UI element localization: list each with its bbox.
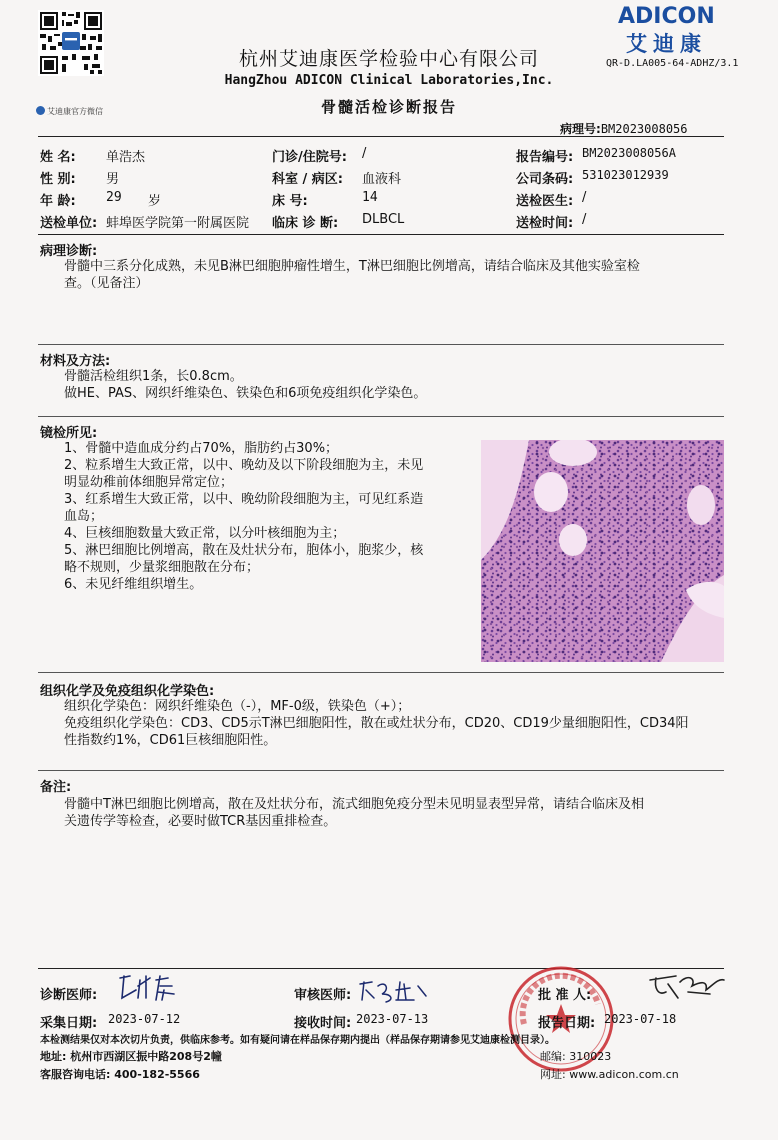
clinic-label: 门诊/住院号:	[272, 150, 347, 165]
receive-date-label: 接收时间:	[294, 1016, 352, 1031]
form-code: QR-D.LA005-64-ADHZ/3.1	[606, 58, 739, 69]
ihc-title: 组织化学及免疫组织化学染色:	[40, 684, 215, 699]
clinic-no: /	[362, 146, 367, 161]
patient-sex: 男	[106, 172, 120, 187]
company-code: 531023012939	[582, 168, 669, 182]
material-title: 材料及方法:	[40, 354, 111, 369]
divider	[38, 234, 724, 235]
bed-label: 床 号:	[272, 194, 308, 209]
clinical-diagnosis: DLBCL	[362, 212, 405, 227]
collect-date: 2023-07-12	[108, 1012, 181, 1026]
report-title: 骨髓活检诊断报告	[320, 98, 457, 116]
divider	[38, 770, 724, 771]
org-name-cn: 杭州艾迪康医学检验中心有限公司	[238, 48, 539, 70]
microscopy-title: 镜检所见:	[40, 426, 98, 441]
remark-title: 备注:	[40, 780, 72, 795]
collect-date-label: 采集日期:	[40, 1016, 98, 1031]
remark-text: 骨髓中T淋巴细胞比例增高，散在及灶状分布，流式细胞免疫分型未见明显表型异常，请结合临床及相 关遗传学等检查，必要时做TCR基因重排检查。	[64, 797, 644, 829]
pathology-text: 骨髓中三系分化成熟，未见B淋巴细胞肿瘤性增生，T淋巴细胞比例增高，请结合临床及其他实验室检 查。（见备注）	[64, 259, 640, 291]
logo-cn: 艾迪康	[626, 32, 707, 56]
diag-doctor-signature	[116, 972, 186, 1002]
material-text: 骨髓活检组织1条，长0.8cm。 做HE、PAS、网织纤维染色、铁染色和6项免疫组织化学染色。	[64, 369, 427, 401]
department: 血液科	[362, 172, 402, 187]
bed-no: 14	[362, 190, 378, 205]
age-label: 年 龄:	[40, 194, 76, 209]
logo-en: ADICON	[618, 4, 715, 29]
diag-doctor-label: 诊断医师:	[40, 988, 98, 1003]
hospital: 蚌埠医学院第一附属医院	[106, 216, 250, 231]
divider	[38, 672, 724, 673]
disclaimer: 本检测结果仅对本次切片负责，供临床参考。如有疑问请在样品保存期内提出（样品保存期请参见艾迪康检测目录）。	[40, 1035, 555, 1046]
approver-label: 批 准 人:	[538, 988, 592, 1003]
submit-time-label: 送检时间:	[516, 216, 574, 231]
ihc-text: 组织化学染色：网织纤维染色（-），MF-0级，铁染色（+）； 免疫组织化学染色：CD3、CD5示T淋巴细胞阳性，散在或灶状分布，CD20、CD19少量细胞阳性，CD34阳 性指数约1%，CD61巨核细胞阳性。	[64, 699, 689, 748]
divider	[38, 416, 724, 417]
doctor-label: 送检医生:	[516, 194, 574, 209]
age-unit: 岁	[148, 194, 162, 209]
divider	[38, 968, 724, 969]
clinical-diag-label: 临床 诊 断:	[272, 216, 339, 231]
qr-caption: 艾迪康官方微信	[36, 106, 103, 117]
pathology-number: 病理号:BM2023008056	[560, 122, 688, 136]
report-date-label: 报告日期:	[538, 1016, 596, 1031]
divider	[38, 344, 724, 345]
review-doctor-signature	[356, 976, 436, 1006]
approver-signature	[648, 968, 728, 1002]
website: 网址: www.adicon.com.cn	[540, 1068, 679, 1081]
report-no: BM2023008056A	[582, 146, 676, 160]
postcode: 邮编: 310023	[540, 1050, 612, 1063]
submitting-doctor: /	[582, 190, 587, 205]
receive-date: 2023-07-13	[356, 1012, 429, 1026]
org-name-en: HangZhou ADICON Clinical Laboratories,Inc.	[224, 73, 554, 88]
histology-image	[481, 440, 724, 662]
microscopy-text: 1、骨髓中造血成分约占70%，脂肪约占30%； 2、粒系增生大致正常，以中、晚幼及以下阶段细胞为主，未见 明显幼稚前体细胞异常定位； 3、红系增生大致正常，以中、晚幼阶段细胞为主，可见红系造 血岛； 4、巨核细胞数量大致正常，以分叶核细胞为主； 5、淋巴细胞比例增高，散在及灶状分布，胞体小，胞浆少，核 略不规则，少量浆细胞散在分布； 6、未见纤维组织增生。	[64, 441, 424, 592]
report-date: 2023-07-18	[604, 1012, 677, 1026]
hotline: 客服咨询电话: 400-182-5566	[40, 1068, 200, 1081]
review-doctor-label: 审核医师:	[294, 988, 352, 1003]
divider	[38, 136, 724, 137]
dept-label: 科室 / 病区:	[272, 172, 343, 187]
submit-time: /	[582, 212, 587, 227]
company-code-label: 公司条码:	[516, 172, 574, 187]
patient-age: 29	[106, 190, 122, 205]
name-label: 姓 名:	[40, 150, 76, 165]
report-no-label: 报告编号:	[516, 150, 574, 165]
sex-label: 性 别:	[40, 172, 76, 187]
patient-name: 单浩杰	[106, 150, 146, 165]
pathology-title: 病理诊断:	[40, 244, 98, 259]
hospital-label: 送检单位:	[40, 216, 98, 231]
address: 地址: 杭州市西湖区振中路208号2幢	[40, 1050, 222, 1063]
